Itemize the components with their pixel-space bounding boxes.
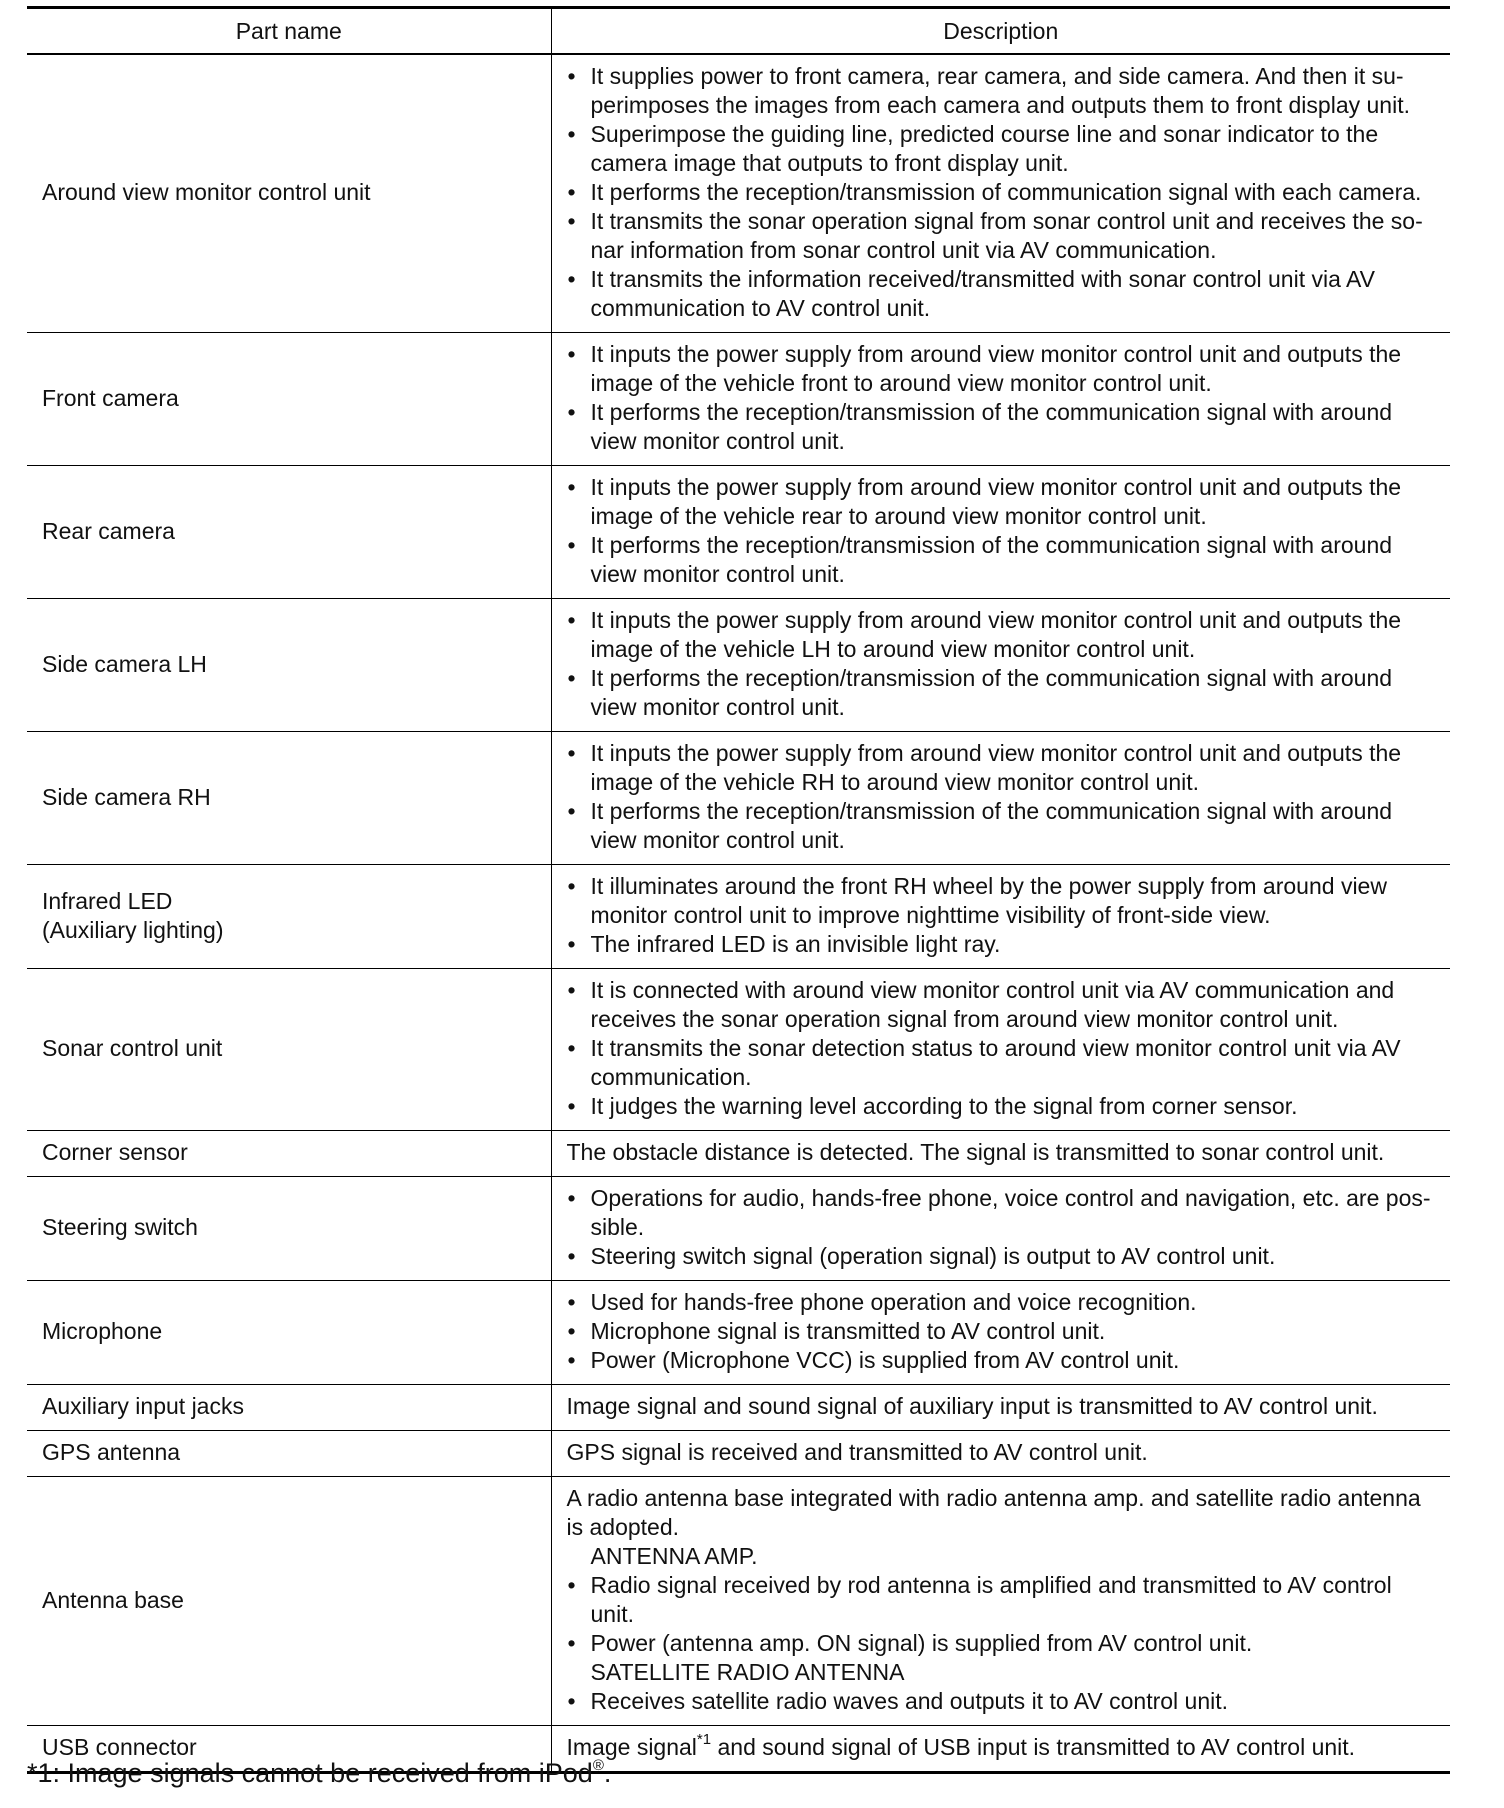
list-item: • It inputs the power supply from around view monitor control unit and outputs the image of the vehicle LH to around view monitor control unit. [567,606,1437,664]
part-name: Infrared LED (Auxiliary lighting) [42,887,224,943]
part-description: The obstacle distance is detected. The signal is transmitted to sonar control unit. [551,1131,1450,1177]
part-name: Side camera LH [42,650,207,677]
list-item: • It inputs the power supply from around view monitor control unit and outputs the image of the vehicle rear to around view monitor control unit. [567,473,1437,531]
table-row [27,54,1450,333]
part-description [551,732,1450,865]
subheading-antenna-amp: ANTENNA AMP. [590,1543,758,1569]
table-row [27,599,1450,732]
usb-text-end: and sound signal of USB input is transmitted to AV control unit. [711,1734,1356,1760]
part-description [551,1477,1450,1726]
footnote-end: . [603,1758,612,1788]
document-page [27,6,1450,1774]
parts-table [27,6,1450,1774]
part-name: Side camera RH [42,783,211,810]
part-name: Auxiliary input jacks [42,1393,244,1419]
part-description [551,969,1450,1131]
part-name: Antenna base [42,1586,184,1613]
description-list [567,1571,1437,1658]
table-row [27,1281,1450,1385]
part-name: USB connector [42,1734,197,1760]
part-description: Image signal and sound signal of auxiliary input is transmitted to AV control unit. [551,1385,1450,1431]
part-name: Microphone [42,1318,163,1344]
table-header-row [27,8,1450,55]
part-name: Rear camera [42,517,175,544]
list-item: • Radio signal received by rod antenna is amplified and transmitted to AV control unit. [567,1571,1437,1629]
part-description [551,1177,1450,1281]
header-part-name: Part name [235,17,342,44]
list-item: • It performs the reception/transmission of the communication signal with around view monitor control unit. [567,531,1437,589]
table-row [27,1431,1450,1477]
list-item: • Power (Microphone VCC) is supplied from AV control unit. [567,1346,1437,1375]
description-list [567,340,1437,456]
part-name: Corner sensor [42,1139,188,1165]
description-list [567,1687,1437,1716]
part-description [551,333,1450,466]
description-list [567,62,1437,323]
table-row [27,732,1450,865]
description-list [567,1288,1437,1375]
list-item: • It illuminates around the front RH wheel by the power supply from around view monitor control unit to improve nighttime visibility of front-side view. [567,872,1437,930]
table-row [27,1385,1450,1431]
list-item: • Receives satellite radio waves and outputs it to AV control unit. [567,1687,1437,1716]
part-description [551,865,1450,969]
table-row [27,969,1450,1131]
table-row [27,865,1450,969]
list-item: • It inputs the power supply from around view monitor control unit and outputs the image of the vehicle front to around view monitor control unit. [567,340,1437,398]
part-description [551,1726,1450,1773]
description-list [567,872,1437,959]
table-row [27,1477,1450,1726]
part-description [551,466,1450,599]
list-item: • The infrared LED is an invisible light ray. [567,930,1437,959]
table-row [27,333,1450,466]
list-item: • Used for hands-free phone operation and voice recognition. [567,1288,1437,1317]
description-list [567,473,1437,589]
list-item: • Operations for audio, hands-free phone, voice control and navigation, etc. are pos-sible. [567,1184,1437,1242]
footnote [27,1756,611,1790]
list-item: • It performs the reception/transmission of the communication signal with around view monitor control unit. [567,797,1437,855]
table-row [27,1131,1450,1177]
description-list [567,1184,1437,1271]
registered-mark: ® [592,1757,604,1774]
list-item: • It supplies power to front camera, rear camera, and side camera. And then it su-perimposes the images from each camera and outputs them to front display unit. [567,62,1437,120]
list-item: • Steering switch signal (operation signal) is output to AV control unit. [567,1242,1437,1271]
list-item: • It performs the reception/transmission of the communication signal with around view monitor control unit. [567,664,1437,722]
part-name: Around view monitor control unit [42,179,371,205]
subheading-satellite-radio-antenna: SATELLITE RADIO ANTENNA [590,1659,905,1685]
part-description [551,599,1450,732]
list-item: • It transmits the sonar operation signal from sonar control unit and receives the so-nar information from sonar control unit via AV communication. [567,207,1437,265]
part-name: Front camera [42,384,179,411]
part-name: Steering switch [42,1214,198,1240]
header-description: Description [551,8,1450,55]
list-item: • It performs the reception/transmission of communication signal with each camera. [567,178,1437,207]
list-item: • It judges the warning level according to the signal from corner sensor. [567,1092,1437,1121]
part-description: GPS signal is received and transmitted to AV control unit. [551,1431,1450,1477]
footnote-text: *1: Image signals cannot be received from iPod [27,1758,593,1788]
list-item: • It transmits the sonar detection status to around view monitor control unit via AV communication. [567,1034,1437,1092]
description-list [567,739,1437,855]
list-item: • It transmits the information received/transmitted with sonar control unit via AV communication to AV control unit. [567,265,1437,323]
description-intro: A radio antenna base integrated with radio antenna amp. and satellite radio antenna is adopted. [566,1485,1421,1540]
list-item: • Power (antenna amp. ON signal) is supplied from AV control unit. [567,1629,1437,1658]
part-name: GPS antenna [42,1439,181,1465]
list-item: • It is connected with around view monitor control unit via AV communication and receives the sonar operation signal from around view monitor control unit. [567,976,1437,1034]
part-name: Sonar control unit [42,1035,223,1061]
list-item: • Superimpose the guiding line, predicted course line and sonar indicator to the camera image that outputs to front display unit. [567,120,1437,178]
description-list [567,606,1437,722]
footnote-reference: *1 [696,1731,712,1749]
table-row [27,1177,1450,1281]
list-item: • It performs the reception/transmission of the communication signal with around view monitor control unit. [567,398,1437,456]
list-item: • Microphone signal is transmitted to AV control unit. [567,1317,1437,1346]
table-row [27,466,1450,599]
part-description [551,1281,1450,1385]
list-item: • It inputs the power supply from around view monitor control unit and outputs the image of the vehicle RH to around view monitor control unit. [567,739,1437,797]
description-list [567,976,1437,1121]
usb-text-start: Image signal [566,1734,697,1760]
part-description [551,54,1450,333]
